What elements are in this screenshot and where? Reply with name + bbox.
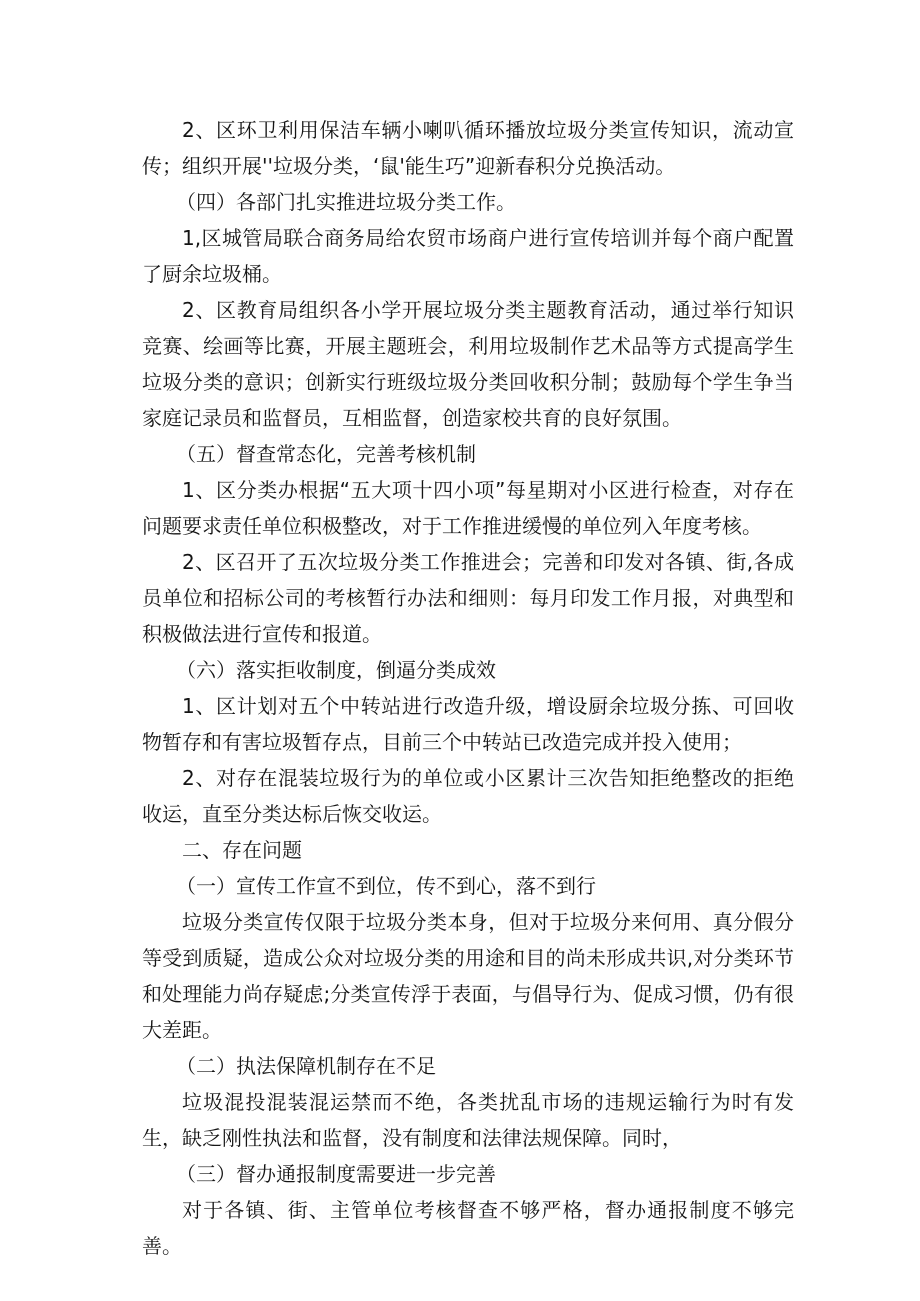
paragraph-enforcement-problem: 垃圾混投混装混运禁而不绝，各类扰乱市场的违规运输行为时有发生，缺乏刚性执法和监督，没有制度和法律法规保障。同时， xyxy=(142,1090,794,1150)
paragraph-refuse-collection: 2、对存在混装垃圾行为的单位或小区累计三次告知拒绝整改的拒绝收运，直至分类达标后恢交收运。 xyxy=(142,766,794,826)
problem-heading-2: （二）执法保障机制存在不足 xyxy=(176,1054,436,1078)
paragraph-sanitation-broadcast: 2、区环卫利用保洁车辆小喇叭循环播放垃圾分类宣传知识，流动宣传；组织开展''垃圾分类，‘鼠'能生巧”迎新春积分兑换活动。 xyxy=(142,118,794,178)
paragraph-education-bureau: 2、区教育局组织各小学开展垃圾分类主题教育活动，通过举行知识竞赛、绘画等比赛，开展主题班会，利用垃圾制作艺术品等方式提高学生垃圾分类的意识；创新实行班级垃圾分类回收积分制；鼓励每个学生争当家庭记录员和监督员，互相监督，创造家校共育的良好氛围。 xyxy=(142,298,794,430)
paragraph-supervision-problem: 对于各镇、街、主管单位考核督查不够严格，督办通报制度不够完善。 xyxy=(142,1198,794,1258)
problem-heading-1: （一）宣传工作宣不到位，传不到心，落不到行 xyxy=(176,874,596,898)
section-heading-5: （五）督查常态化，完善考核机制 xyxy=(176,442,476,466)
chapter-heading-problems: 二、存在问题 xyxy=(182,838,302,862)
paragraph-urban-management: 1,区城管局联合商务局给农贸市场商户进行宣传培训并每个商户配置了厨余垃圾桶。 xyxy=(142,226,794,286)
paragraph-weekly-inspection: 1、区分类办根据“五大项十四小项”每星期对小区进行检查，对存在问题要求责任单位积极整改，对于工作推进缓慢的单位列入年度考核。 xyxy=(142,478,794,538)
section-heading-6: （六）落实拒收制度，倒逼分类成效 xyxy=(176,658,496,682)
paragraph-publicity-problem: 垃圾分类宣传仅限于垃圾分类本身，但对于垃圾分来何用、真分假分等受到质疑，造成公众对垃圾分类的用途和目的尚未形成共识,对分类环节和处理能力尚存疑虑;分类宣传浮于表面，与倡导行为、促成习惯，仍有很大差距。 xyxy=(142,910,794,1042)
paragraph-transfer-stations: 1、区计划对五个中转站进行改造升级，增设厨余垃圾分拣、可回收物暂存和有害垃圾暂存点，目前三个中转站已改造完成并投入使用； xyxy=(142,694,794,754)
section-heading-4: （四）各部门扎实推进垃圾分类工作。 xyxy=(176,190,516,214)
document-body xyxy=(142,112,794,1264)
paragraph-promotion-meetings: 2、区召开了五次垃圾分类工作推进会；完善和印发对各镇、街,各成员单位和招标公司的考核暂行办法和细则：每月印发工作月报，对典型和积极做法进行宣传和报道。 xyxy=(142,550,794,646)
problem-heading-3: （三）督办通报制度需要进一步完善 xyxy=(176,1162,496,1186)
